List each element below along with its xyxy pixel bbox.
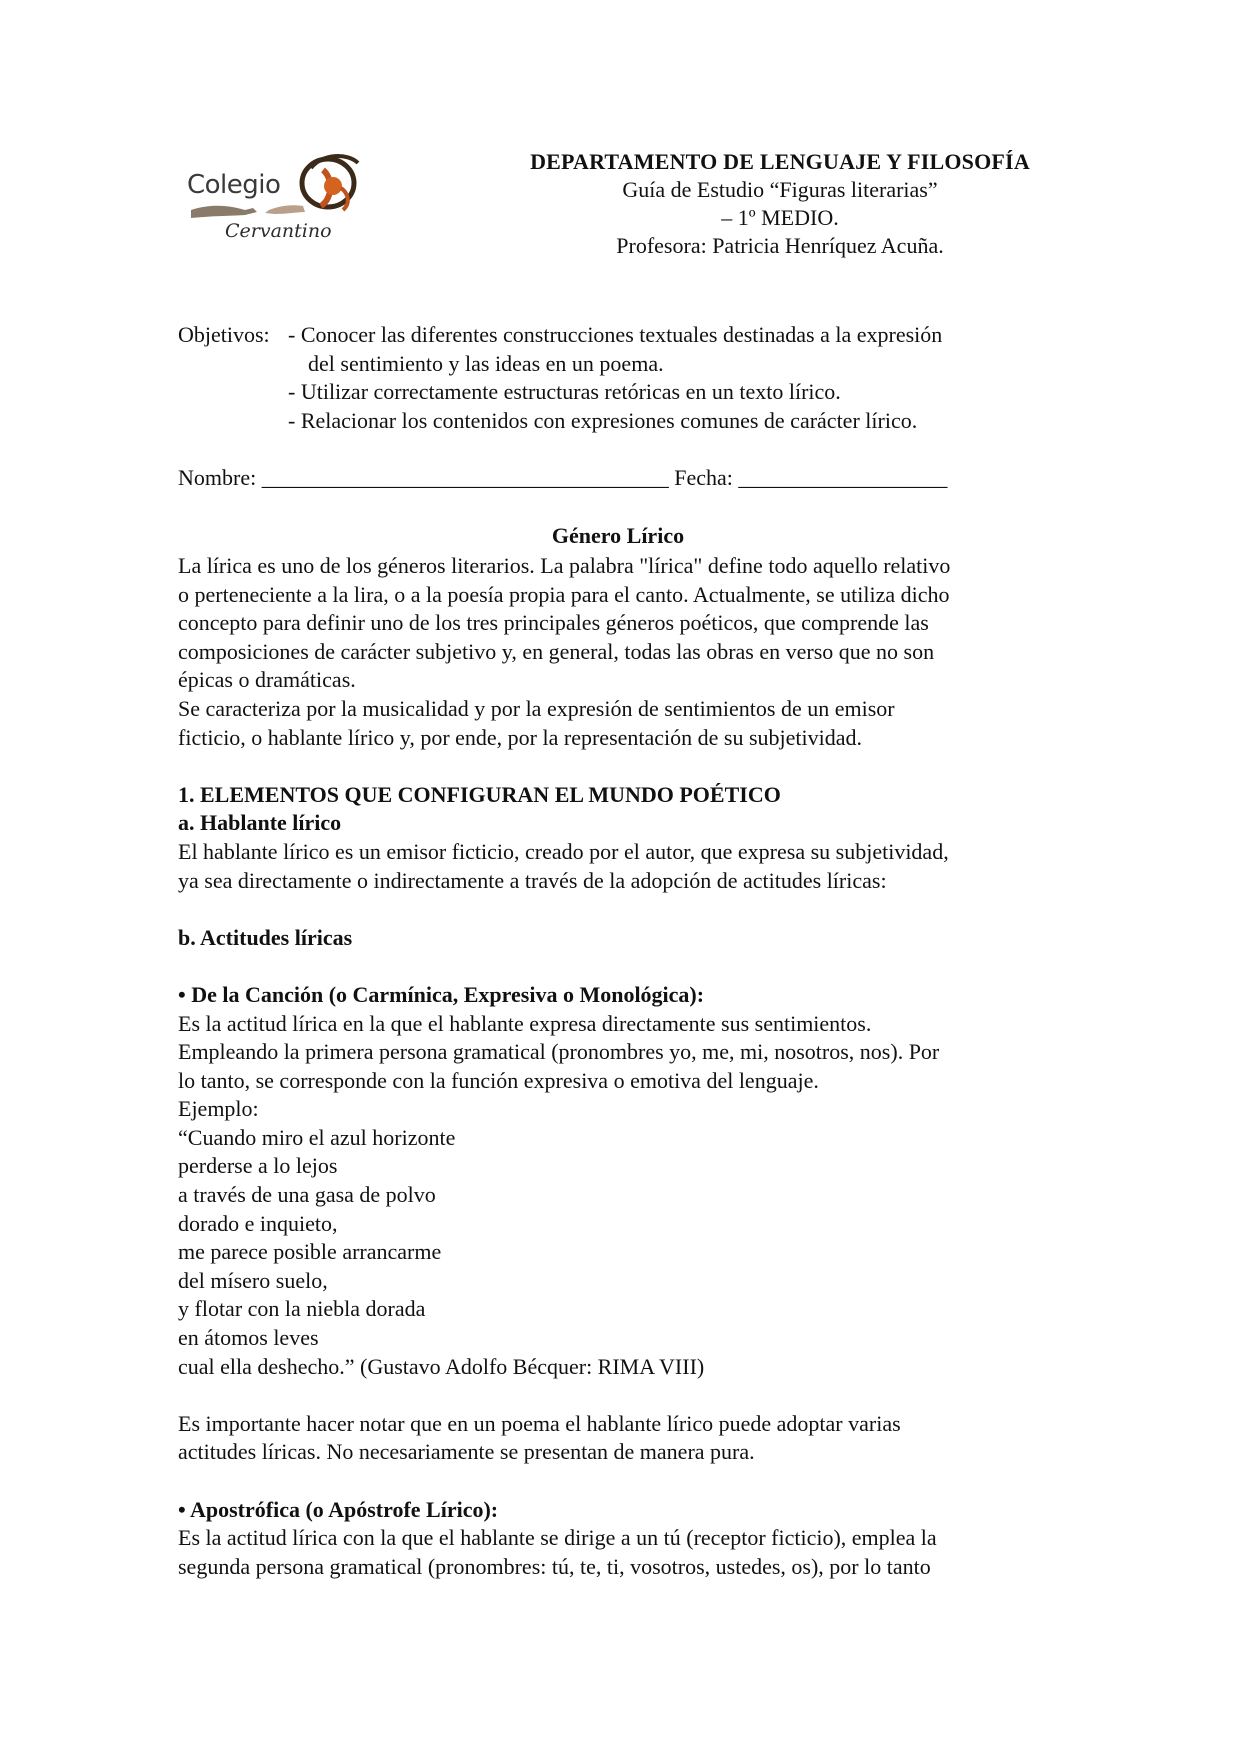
document-header (480, 148, 1080, 260)
objective-line: - Utilizar correctamente estructuras retóricas en un texto lírico. (288, 379, 841, 405)
paragraph-line: o perteneciente a la lira, o a la poesía propia para el canto. Actualmente, se utiliza dicho (178, 581, 950, 607)
objective-line: - Relacionar los contenidos con expresiones comunes de carácter lírico. (288, 407, 918, 433)
paragraph-line: ya sea directamente o indirectamente a través de la adopción de actitudes líricas: (178, 867, 887, 893)
section-title-genero-lirico: Género Lírico (551, 523, 685, 548)
paragraph-line: La lírica es uno de los géneros literarios. La palabra "lírica" define todo aquello relativo (178, 553, 951, 578)
teacher-name: Profesora: Patricia Henríquez Acuña. (616, 233, 944, 258)
course-level: – 1º MEDIO. (721, 205, 839, 230)
guide-title: Guía de Estudio “Figuras literarias” (622, 177, 938, 202)
poem-line: del mísero suelo, (178, 1267, 328, 1293)
paragraph-line: Se caracteriza por la musicalidad y por la expresión de sentimientos de un emisor (178, 695, 895, 721)
paragraph-line: Es importante hacer notar que en un poema el hablante lírico puede adoptar varias (178, 1410, 901, 1436)
paragraph-line: épicas o dramáticas. (178, 667, 356, 693)
paragraph-line: composiciones de carácter subjetivo y, en general, todas las obras en verso que no son (178, 638, 935, 664)
paragraph-line: concepto para definir uno de los tres principales géneros poéticos, que comprende las (178, 610, 929, 636)
paragraph-line: actitudes líricas. No necesariamente se presentan de manera pura. (178, 1439, 755, 1465)
poem-line: y flotar con la niebla dorada (178, 1296, 426, 1322)
paragraph-line: ficticio, o hablante lírico y, por ende, por la representación de su subjetividad. (178, 724, 863, 750)
objective-line: - Conocer las diferentes construcciones textuales destinadas a la expresión (288, 322, 943, 347)
poem-line: dorado e inquieto, (178, 1210, 338, 1236)
example-label: Ejemplo: (178, 1096, 259, 1122)
poem-line: en átomos leves (178, 1325, 319, 1351)
school-logo (183, 148, 383, 248)
paragraph-line: Es la actitud lírica en la que el hablante expresa directamente sus sentimientos. (178, 1010, 872, 1036)
paragraph-line: El hablante lírico es un emisor ficticio, creado por el autor, que expresa su subjetividad, (178, 838, 949, 864)
poem-line: me parece posible arrancarme (178, 1239, 442, 1265)
paragraph-line: Es la actitud lírica con la que el hablante se dirige a un tú (receptor ficticio), emplea la (178, 1525, 937, 1551)
poem-line: perderse a lo lejos (178, 1153, 338, 1179)
poem-line: cual ella deshecho.” (Gustavo Adolfo Bécquer: RIMA VIII) (178, 1353, 705, 1379)
paragraph-line: lo tanto, se corresponde con la función expresiva o emotiva del lenguaje. (178, 1067, 819, 1093)
poem-line: a través de una gasa de polvo (178, 1182, 436, 1208)
poem-line: “Cuando miro el azul horizonte (178, 1124, 456, 1150)
name-date-line: Nombre: _____________________________________ Fecha: ___________________ (178, 465, 948, 490)
logo-text-cervantino: Cervantino (225, 220, 332, 242)
subheading-cancion: • De la Canción (o Carmínica, Expresiva o Monológica): (178, 981, 705, 1007)
logo-text-colegio: Colegio (187, 170, 281, 200)
subheading-actitudes-liricas: b. Actitudes líricas (178, 924, 353, 950)
objective-line: del sentimiento y las ideas en un poema. (308, 350, 664, 376)
objectives-section (178, 321, 1078, 435)
subheading-apostrofica: • Apostrófica (o Apóstrofe Lírico): (178, 1496, 499, 1522)
subheading-hablante-lirico: a. Hablante lírico (178, 810, 342, 836)
paragraph-line: segunda persona gramatical (pronombres: tú, te, ti, vosotros, ustedes, os), por lo tanto (178, 1553, 931, 1579)
department-title: DEPARTAMENTO DE LENGUAJE Y FILOSOFÍA (530, 149, 1030, 174)
paragraph-line: Empleando la primera persona gramatical (pronombres yo, me, mi, nosotros, nos). Por (178, 1039, 940, 1065)
body-content (178, 552, 1078, 1581)
heading-section-1: 1. ELEMENTOS QUE CONFIGURAN EL MUNDO POÉTICO (178, 781, 781, 807)
objectives-label: Objetivos: (178, 322, 270, 347)
